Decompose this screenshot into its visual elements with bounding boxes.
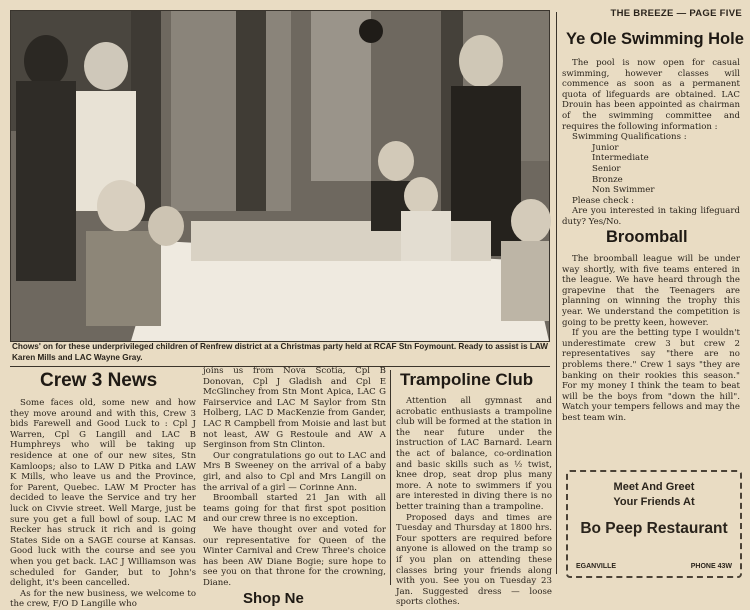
list-item: Senior (592, 163, 621, 174)
broomball-paragraph: If you are the betting type I wouldn't underestimate crew 3 but crew 2 representatives say "there are no problems there." Crew 1 says "they are banking on their rookies this season." For my money I think the team to beat will be the boys from "down the hill". Watch your tempers fellows and may the best team win. (562, 328, 740, 423)
list-item: Junior (592, 142, 619, 153)
crew3-paragraph: Broomball started 21 Jan with all teams going for that first spot position and our crew three is no exception. (203, 493, 386, 525)
crew3-paragraph: Some faces old, some new and how they move around and with this, Crew 3 bids Farewell and Good Luck to : Cpl J Warren, Cpl G Langill and LAC B Humphreys who will be taking up residence at one of our new sites, Stn Kamloops; also to LAW D Pitka and LAW K Mills, who leave us and the Province, for Parent, Quebec. LAW M Procter has decided to leave the Service and try her luck on Civvie street. Well Marge, just be sure you get a full bowl of soup. LAC M Recker has struck it rich and is going States Side on a SAGE course at Kansas. Good luck with the course and see you when you get back. LAC J Williamson was scheduled for Gander, but to John's delight, it's been cancelled. (10, 398, 196, 589)
trampoline-headline: Trampoline Club (400, 370, 534, 389)
trampoline-paragraph: Attention all gymnast and acrobatic enthusiasts a trampoline club will be formed at the station in the near future under the instruction of LAC Barnard. Learn the act of balance, co-ordination and basic skills such as ½ twist, knee drop, seat drop plus many more. A note to swimmers if you are interested in diving there is no better training than a trampoline. (396, 396, 552, 512)
ad-greeting (568, 480, 740, 510)
broomball-headline: Broomball (606, 228, 688, 246)
list-item: Intermediate (592, 153, 649, 164)
swimming-article (562, 58, 740, 228)
swimming-headline: Ye Ole Swimming Hole (566, 30, 744, 48)
ad-phone: PHONE 43W (690, 563, 732, 570)
cutoff-headline: Shop Ne (243, 590, 304, 608)
trampoline-paragraph: Proposed days and times are Tuesday and Thursday at 1800 hrs. Four spotters are required before anyone is allowed on the tramp so if you plan on attending these classes bring your friends along with you. See you on Tuesday 23 Jan. Suggested dress — loose sports clothes. (396, 512, 552, 608)
trampoline-article (396, 396, 552, 608)
ad-footer (576, 563, 732, 570)
swimming-qual-list (562, 143, 740, 196)
bo-peep-advertisement (566, 470, 742, 578)
swimming-intro: The pool is now open for casual swimming, however classes will commence as soon as a permanent quota of lifeguards are obtained. LAC Drouin has been appointed as chairman of the swimming committee and requires the following information : (562, 58, 740, 132)
photo-caption: Chows' on for these underprivileged children of Renfrew district at a Christmas party held at RCAF Stn Foymount. Ready to assist is LAW Karen Mills and LAC Wayne Gray. (12, 342, 549, 362)
party-photo (10, 10, 550, 342)
broomball-paragraph: The broomball league will be under way shortly, with five teams entered in the league. We have heard through the grapevine that the Teenagers are planning on winning the trophy this year. We understand the competition is going to be pretty keen, however. (562, 254, 740, 328)
ad-town: EGANVILLE (576, 563, 617, 570)
column-rule (556, 12, 557, 574)
ad-greeting-line: Meet And Greet (613, 481, 695, 493)
list-item: Bronze (592, 174, 623, 185)
ad-greeting-line: Your Friends At (613, 496, 695, 508)
swimming-qual-label: Swimming Qualifications : (572, 132, 687, 143)
swimming-check-label: Please check : (572, 195, 635, 206)
crew3-paragraph: Our congratulations go out to LAC and Mrs B Sweeney on the arrival of a baby girl, and also to Cpl and Mrs Langill on the arrival of a girl — Corinne Ann. (203, 450, 386, 493)
list-item: Non Swimmer (592, 185, 655, 196)
party-photo-illustration (11, 11, 549, 341)
crew3-paragraph: joins us from Nova Scotia, Cpl B Donovan, Cpl J Gladish and Cpl E McGlinchey from Stn Mont Apica, LAC G Fairservice and LAC M Saylor from Stn Holberg, LAC D MacKenzie from Gander, LAC R Campbell from Moisie and last but not least, AW G Restoule and AW A Serginson from Stn Clinton. (203, 366, 386, 451)
column-rule (390, 370, 391, 585)
crew3-headline: Crew 3 News (40, 370, 158, 391)
ad-restaurant-name: Bo Peep Restaurant (580, 520, 728, 537)
swimming-question: Are you interested in taking lifeguard duty? Yes/No. (562, 206, 740, 227)
crew3-paragraph: We have thought over and voted for our representative for Queen of the Winter Carnival and Crew Three's choice has been AW Diane Bogie; sure hope to see you on that throne for the crowning, Diane. (203, 524, 386, 588)
crew3-article-col1 (10, 398, 196, 610)
crew3-article-col2 (203, 366, 386, 608)
page-header: THE BREEZE — PAGE FIVE (610, 8, 742, 19)
crew3-paragraph: As for the new business, we welcome to the crew, F/O D Langille who (10, 588, 196, 610)
broomball-article (562, 254, 740, 424)
